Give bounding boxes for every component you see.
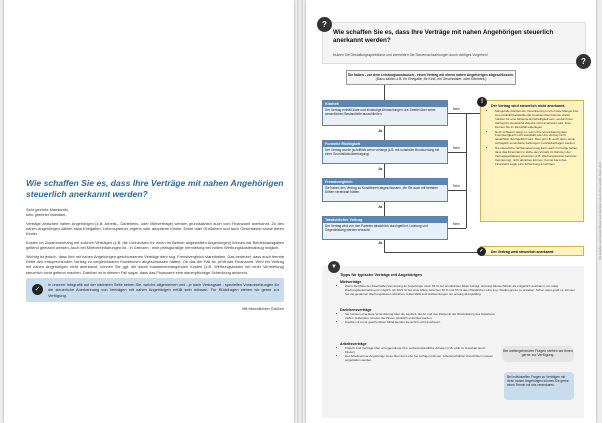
tip-heading: Arbeitsverträge <box>340 342 367 346</box>
warning-icon: ! <box>477 97 487 107</box>
step-title: Formelle Richtigkeit <box>323 141 447 147</box>
warning-item: • Die steuerliche Nichtanerkennung kann auch zur Folge haben, dass das Finanzamt in Höhe des Vorteils im Rahmen der Vertragsgestaltung entstehen (z.B. Werbungskosten bei einer Vermietung), nicht abziehen können. Ferner kann das Finanzamt sogar eine Schenkung annehmen. <box>495 147 580 167</box>
tip-text: In unserer Infografik auf der nächsten Seite sehen Sie, welche allgemeinen und - je nach Vertragsart - speziellen Voraussetzungen für die steuerliche Anerkennung von Verträgen mit nahen Angehörigen erfüllt sein müssen. Für Rückfragen stehen wir gerne zur Verfügung. <box>48 282 279 298</box>
no-connector <box>466 113 480 114</box>
step-klarheit <box>322 100 448 126</box>
step-title: Tatsächlicher Vollzug <box>323 217 447 223</box>
step-text: Der Vertrag wurde (schriftlich wenn verlangt (z.B. mit notarieller Beurkundung bei einer Grundstücksübertragung). <box>325 148 440 156</box>
tip-mietvertraege <box>340 280 580 297</box>
paragraph-2: Kosten im Zusammenhang mit solchen Verträgen (z.B. die Lohnkosten für einen im Betrieb angestellten Angehörigen) können als Betriebsausgaben geltend gemacht werden. Auch bei Mietvereinbarungen ist - in Grenzen - eine preisgünstige Vermietung bei vollem Werbungskostenabzug möglich. <box>26 239 284 251</box>
step-text: Sie haben den Vertrag zu Konditionen abgeschlossen, die Sie auch mit fremden Dritten vereinbart hätten. <box>325 186 438 194</box>
no-connector <box>448 113 466 114</box>
infographic-title: Wie schaffen Sie es, dass Ihre Verträge mit nahen Angehörigen steuerlich anerkannt werden? <box>333 29 554 44</box>
tip-heading: Mietverträge <box>340 280 362 284</box>
step-title: Fremdvergleich <box>323 179 447 185</box>
connector-line <box>384 202 385 216</box>
paragraph-3: Wichtig ist jedoch, dass Ihre mit nahen Angehörigen geschlossenen Verträge dem sog. Fremdvergleich standhalten. Das bedeutet, dass auch fremde Dritte den entsprechenden Vertrag zu vergleichbaren Konditionen abgeschlossen hätten. Ob das der Fall ist, prüft das Finanzamt. Wird ein Vertrag mit nahen Angehörigen nicht anerkannt, können Sie ggf. die damit zusammenhängenden Kosten (z.B. Werbungskosten bei einer Vermietung) steuerlich nicht geltend machen. Darüber ist in diesem Fall sogar, dass das Finanzamt eine steuerpflichtige Schenkung annimmt. <box>26 253 284 275</box>
connector-line <box>384 126 385 140</box>
book-spine <box>297 0 303 423</box>
yes-label: Ja <box>378 241 382 245</box>
warning-item: • Mangelnde Klarheit der Vereinbarung und formale Mängel bzw. eine pünktlichkeitsfehlende Unerkanntheit können starke Indizien für eine fehlende Ernsthaftigkeit sein, wodurch der Vertrag für steuerliche Zwecke nicht anerkannt wird. Dies können Sie im Einzelfall widerlegen. <box>495 110 580 130</box>
check-icon: ✓ <box>32 284 43 295</box>
infographic-header <box>322 22 586 64</box>
tip-item: • Kritisch sind Verträge über untergeordnete bzw. selbstverständliche Arbeiten (z.B. Hilfe im Haushalt durch Kinder). <box>345 347 495 355</box>
tip-item: • Kredite mit zuvor geschenktem Mittel werden steuerlich nicht anerkannt. <box>345 321 495 325</box>
step-title: Klarheit <box>323 101 447 107</box>
left-page <box>4 0 294 423</box>
warning-item: • Noch schwerer wiegt es, wenn Ihre Vereinbarung dem Fremdvergleich nicht standhält oder der Vertrag nicht tatsächlich durchgeführt wird. Dies gilt z.B. auch dann, wenn vertraglich vereinbarte Zahlungen zurückübertragen werden. <box>495 131 580 147</box>
side-note: Alle Angaben nach bestem Wissen und Gewissen, jedoch ohne Gewähr. Stand: 2021 <box>599 162 602 260</box>
connector-line <box>384 252 480 253</box>
yes-label: Ja <box>378 205 382 209</box>
letter-title: Wie schaffen Sie es, dass Ihre Verträge mit nahen Angehörigen steuerlich anerkannt werden? <box>26 178 284 199</box>
step-formelle-richtigkeit <box>322 140 448 164</box>
signoff: Mit freundlichen Grüßen <box>242 305 284 311</box>
question-note: Bei individuellen Fragen zu Verträgen mit Ihren nahen Angehörigen können Sie gerne einen Termin mit uns vereinbaren. <box>504 372 574 400</box>
yes-label: Ja <box>378 167 382 171</box>
yes-label: Ja <box>378 129 382 133</box>
question-mark-icon: ? <box>317 17 332 32</box>
connector-line <box>384 85 385 100</box>
right-page <box>306 0 602 423</box>
chevron-down-icon: ▼ <box>328 261 340 273</box>
not-accepted-box <box>480 100 584 222</box>
no-label: Nein <box>453 146 460 150</box>
check-icon: ✓ <box>477 247 486 256</box>
tip-heading: Darlehensverträge <box>340 308 372 312</box>
questions-callout <box>502 346 574 408</box>
no-label: Nein <box>453 107 460 111</box>
tip-item: • Der Arbeitnehmer-Angehörige muss über den Lohn frei verfügen können. Arbeitsrechtliche Vorschriften müssen eingehalten werden. <box>345 355 495 363</box>
greeting-1: Sehr geehrte Mandantin, <box>26 207 69 212</box>
infographic-subtitle: Nutzen Sie Gestaltungsspielräume und vermeiden Sie Steuernachzahlungen durch richtiges Vorgehen! <box>333 53 488 57</box>
step-text: Der Vertrag enthält klare und eindeutige Abmachungen, die Zweifel über seine wesentlichen Bestandteile ausschließen. <box>325 108 436 116</box>
start-box <box>346 70 516 85</box>
step-tatsaechlicher-vollzug <box>322 216 448 240</box>
no-connector <box>466 113 467 228</box>
greeting-2: sehr geehrter Mandant, <box>26 212 67 218</box>
warning-title: Der Vertrag wird steuerlich nicht anerkannt. <box>491 104 566 108</box>
question-mark-icon: ? <box>576 54 591 69</box>
step-fremdvergleich <box>322 178 448 202</box>
start-note: (Dazu zählen z.B. Ihr Ehegatte, Ihr Kind, ein Geschwister- oder Elternteil.) <box>375 77 487 82</box>
letter <box>26 178 284 311</box>
tips-title: Tipps für typische Verträge mit Angehörigen <box>340 272 422 277</box>
question-bubble: Bei weitergehenden Fragen stehen wir Ihnen gerne zur Verfügung. <box>502 346 574 362</box>
no-connector <box>448 152 466 153</box>
no-connector <box>448 228 466 229</box>
tip-darlehensvertraege <box>340 308 580 325</box>
paragraph-1: Verträge zwischen nahen Angehörigen (z.B. Arbeits-, Darlehens- oder Mietverträge) werden grundsätzlich auch vom Finanzamt anerkannt. Zu den nahen Angehörigen zählen etwa Ehegatten, Lebenspartner, eigene oder adoptierte Kinder, Enkel oder Großeltern und auch Geschwister sowie deren Kinder. <box>26 220 284 237</box>
no-label: Nein <box>453 184 460 188</box>
no-connector <box>448 190 466 191</box>
connector-line <box>384 164 385 178</box>
connector-line <box>384 240 385 252</box>
tip-item: • Sie müssen eine klare Vereinbarung über die Laufzeit, die Art und den Zeitpunkt der Rückzahlung des Darlehens treffen. Außerdem müssen die Zinsen pünktlich entrichtet werden. <box>345 313 495 321</box>
tip-item: • Wenn die Miete bei dauerhafter Vermietung an Angehörige mind. 66 % der ortsüblichen Miete beträgt, wird das Mietverhältnis als entgeltlich anerkannt, ein voller Werbungskostenabzug ist möglich. Ab 2021 ist bei einer Miete zwischen 50 % und 66 % des Ortsüblichen eine sog. Totalprognose zu erstellen. Schon dann greift es, können Sie die gesamten Werbungskosten abziehen, Andernfalls sind Aufwendungen nur anteilig abzugsfähig. <box>345 285 580 297</box>
step-text: Der Vertrag wird von den Parteien tatsächlich durchgeführt, Leistung und Gegenleistung werden erbracht. <box>325 224 428 232</box>
accepted-text: Der Vertrag wird steuerlich anerkannt. <box>491 250 555 254</box>
start-text: Sie haben - vor dem Leistungsaustausch - einen Vertrag mit einem nahen Angehörigen abgeschlossen. <box>347 73 515 77</box>
no-label: Nein <box>453 222 460 226</box>
accepted-box <box>480 246 584 256</box>
tip-box <box>26 278 284 302</box>
warning-list <box>491 110 580 167</box>
